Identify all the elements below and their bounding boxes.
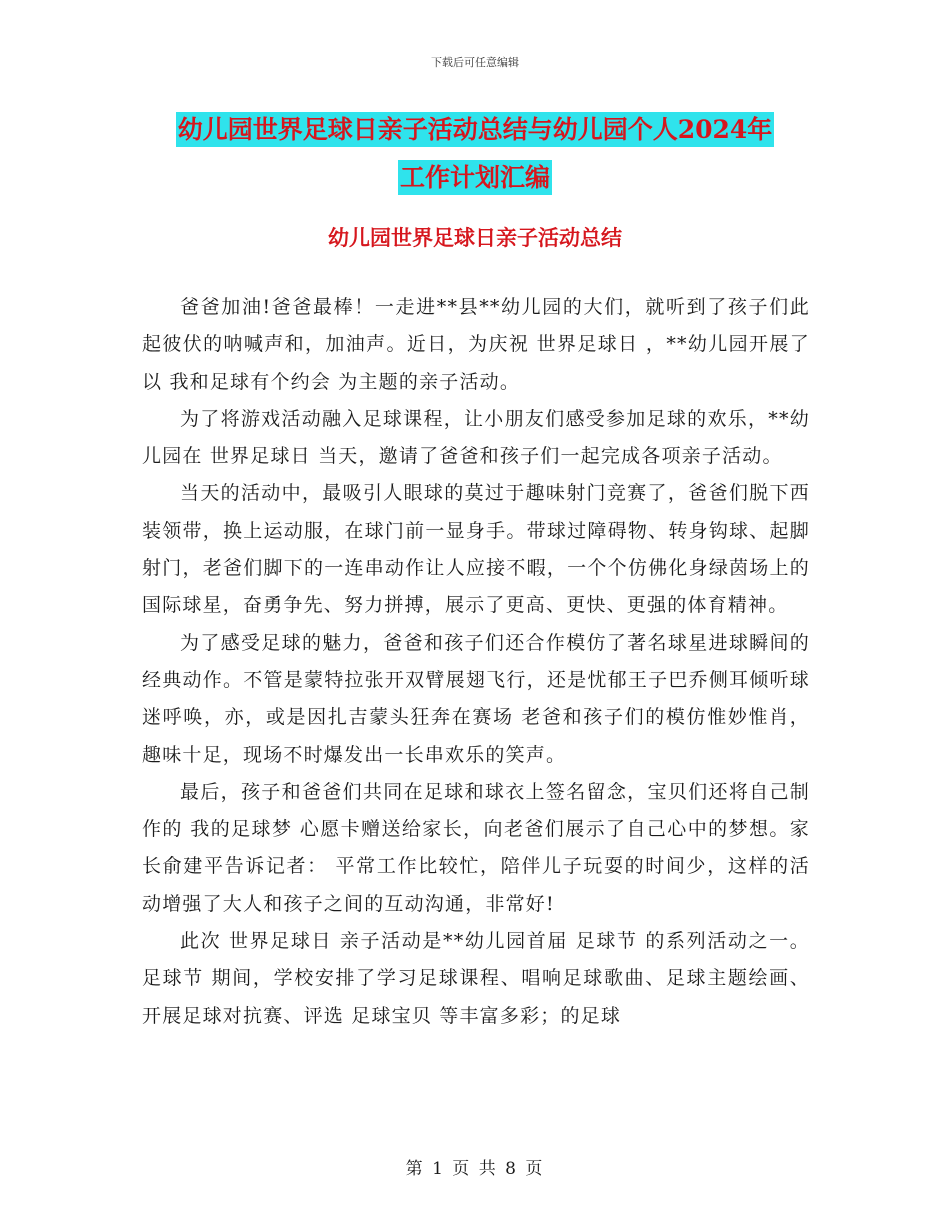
paragraph: 为了感受足球的魅力，爸爸和孩子们还合作模仿了著名球星进球瞬间的经典动作。不管是蒙特拉张开双臂展翅飞行，还是忧郁王子巴乔侧耳倾听球迷呼唤，亦，或是因扎吉蒙头狂奔在赛场 老爸和孩子们的模仿惟妙惟肖，趣味十足，现场不时爆发出一长串欢乐的笑声。 <box>142 631 810 766</box>
paragraph: 最后，孩子和爸爸们共同在足球和球衣上签名留念，宝贝们还将自己制作的 我的足球梦 心愿卡赠送给家长，向老爸们展示了自己心中的梦想。家长俞建平告诉记者： 平常工作比较忙，陪伴儿子玩耍的时间少，这样的活动增强了大人和孩子之间的互动沟通，非常好! <box>142 780 810 915</box>
paragraph: 此次 世界足球日 亲子活动是**幼儿园首届 足球节 的系列活动之一。 足球节 期间，学校安排了学习足球课程、唱响足球歌曲、足球主题绘画、开展足球对抗赛、评选 足球宝贝 等丰富多彩；的足球 <box>142 930 810 1027</box>
page-number: 第 1 页 共 8 页 <box>405 1159 545 1179</box>
document-title-line-1: 幼儿园世界足球日亲子活动总结与幼儿园个人2024年 <box>176 112 775 147</box>
body-text <box>142 289 810 1035</box>
document-title <box>0 106 950 202</box>
header-note: 下载后可任意编辑 <box>431 56 519 69</box>
section-title: 幼儿园世界足球日亲子活动总结 <box>328 225 622 250</box>
document-title-line-2: 工作计划汇编 <box>398 160 552 195</box>
paragraph: 爸爸加油!爸爸最棒！一走进**县**幼儿园的大们，就听到了孩子们此起彼伏的呐喊声和，加油声。近日，为庆祝 世界足球日 ，**幼儿园开展了以 我和足球有个约会 为主题的亲子活动。 <box>142 296 810 393</box>
paragraph: 当天的活动中，最吸引人眼球的莫过于趣味射门竞赛了，爸爸们脱下西装领带，换上运动服，在球门前一显身手。带球过障碍物、转身钩球、起脚射门，老爸们脚下的一连串动作让人应接不暇，一个个仿佛化身绿茵场上的国际球星，奋勇争先、努力拼搏，展示了更高、更快、更强的体育精神。 <box>142 482 810 617</box>
paragraph: 为了将游戏活动融入足球课程，让小朋友们感受参加足球的欢乐，**幼儿园在 世界足球日 当天，邀请了爸爸和孩子们一起完成各项亲子活动。 <box>142 407 810 468</box>
